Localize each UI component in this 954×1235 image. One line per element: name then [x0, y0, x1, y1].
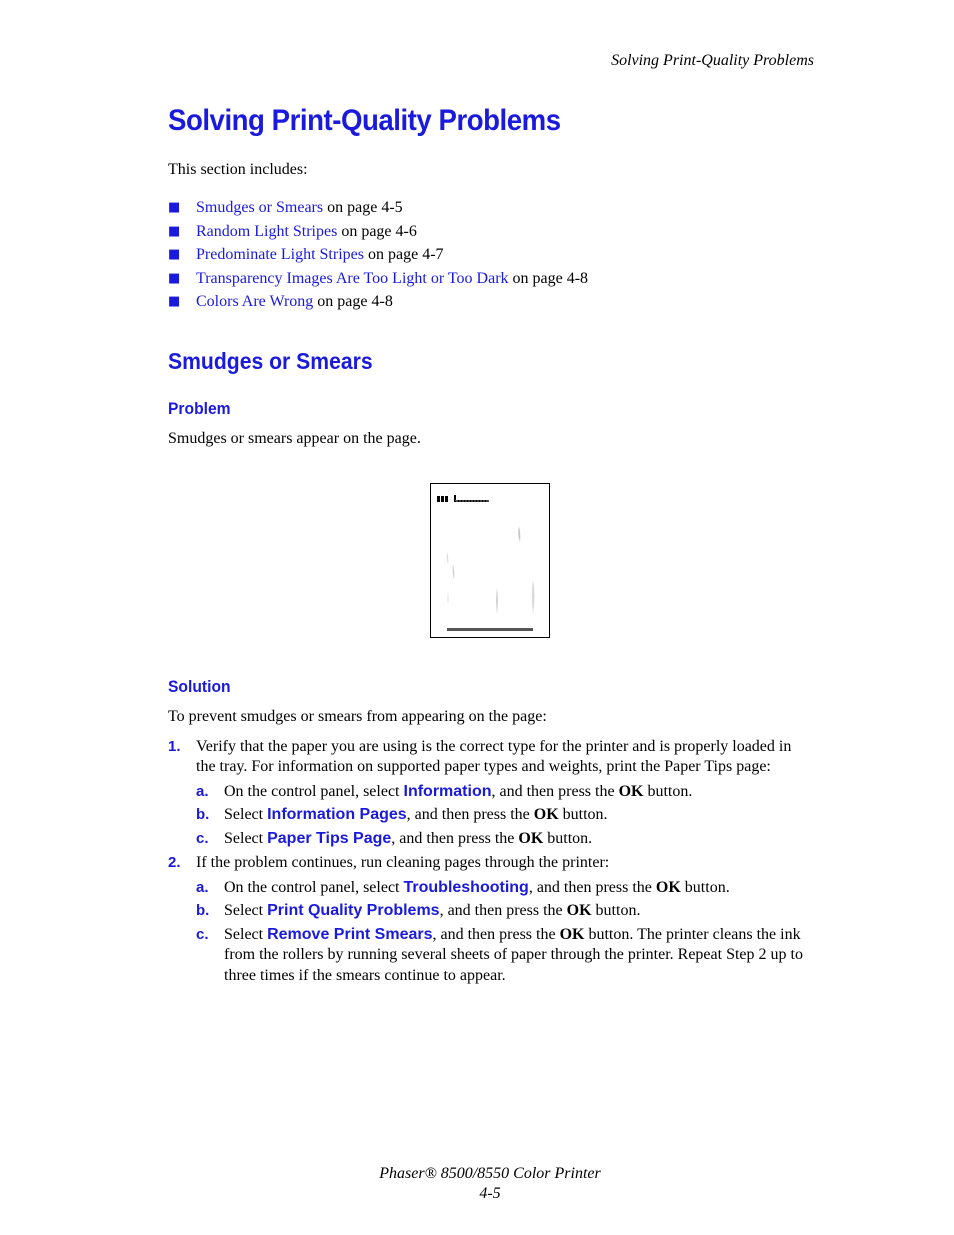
toc-item: [168, 290, 814, 314]
page-footer: [0, 1164, 954, 1204]
substep-item: [196, 782, 814, 803]
substep-text: , and then press the: [528, 878, 656, 896]
substep-item: [196, 878, 814, 899]
toc-page-ref: on page 4-5: [323, 199, 403, 216]
toc-item: [168, 267, 814, 291]
step-text: Verify that the paper you are using is the correct type for the printer and is properly loaded in the tray. For information on supported paper types and weights, print the Paper Tips page:: [196, 737, 792, 775]
toc-page-ref: on page 4-8: [508, 269, 589, 287]
substep-text: Select: [224, 902, 268, 919]
substep-text: On the control panel, select: [224, 782, 404, 800]
substep-text: , and then press the: [439, 902, 567, 919]
substep-text: Select: [224, 925, 268, 943]
menu-item-information-pages: Information Pages: [267, 806, 407, 823]
square-bullet-icon: ■: [168, 247, 181, 262]
toc-link-predominate-stripes[interactable]: Predominate Light Stripes: [196, 246, 364, 263]
problem-heading: Problem: [168, 398, 231, 418]
toc-item: [168, 220, 814, 244]
section-heading-smudges: Smudges or Smears: [168, 347, 373, 374]
step-item: [168, 737, 814, 850]
menu-item-remove-print-smears: Remove Print Smears: [267, 925, 433, 943]
solution-heading: Solution: [168, 676, 231, 696]
page-content: [168, 96, 814, 990]
toc-item: [168, 243, 814, 267]
square-bullet-icon: ■: [168, 200, 181, 215]
solution-steps: [168, 737, 814, 987]
square-bullet-icon: ■: [168, 223, 181, 239]
menu-item-troubleshooting: Troubleshooting: [403, 878, 529, 896]
ok-button-label: OK: [533, 806, 559, 823]
page-title: Solving Print-Quality Problems: [168, 104, 561, 137]
ok-button-label: OK: [566, 902, 592, 919]
ok-button-label: OK: [518, 829, 544, 847]
menu-item-paper-tips-page: Paper Tips Page: [267, 829, 392, 847]
substep-letter: b.: [196, 902, 210, 919]
smudged-page-illustration: [430, 483, 550, 638]
substeps: [196, 878, 814, 987]
substep-letter: c.: [196, 829, 209, 847]
substep-text: button. The printer cleans the ink from the rollers by running several sheets of paper through the printer. Repeat Step 2 up to three times if the smears continue to appear.: [224, 925, 803, 984]
substep-text: , and then press the: [391, 829, 519, 847]
toc-page-ref: on page 4-7: [363, 246, 444, 263]
substep-item: [196, 901, 814, 922]
substep-text: On the control panel, select: [224, 878, 404, 896]
substep-text: Select: [224, 806, 268, 823]
substeps: [196, 782, 814, 850]
square-bullet-icon: ■: [168, 294, 181, 309]
square-bullet-icon: ■: [168, 270, 181, 286]
ok-button-label: OK: [655, 878, 681, 896]
substep-text: button.: [543, 829, 593, 847]
toc-link-smudges[interactable]: Smudges or Smears: [196, 199, 324, 216]
substep-text: button.: [680, 878, 730, 896]
substep-letter: a.: [196, 878, 209, 896]
toc-link-colors-wrong[interactable]: Colors Are Wrong: [196, 293, 314, 310]
step-number: 2.: [168, 854, 181, 871]
substep-letter: b.: [196, 806, 210, 823]
substep-text: , and then press the: [406, 806, 534, 823]
substep-text: button.: [643, 782, 693, 800]
footer-page-number: 4-5: [479, 1185, 501, 1202]
substep-item: [196, 925, 814, 987]
menu-item-information: Information: [403, 782, 492, 800]
toc-page-ref: on page 4-8: [313, 293, 393, 310]
substep-text: button.: [558, 806, 608, 823]
step-number: 1.: [168, 737, 181, 755]
solution-intro: To prevent smudges or smears from appearing on the page:: [168, 707, 547, 725]
substep-letter: a.: [196, 782, 209, 800]
step-text: If the problem continues, run cleaning pages through the printer:: [196, 854, 610, 871]
toc-page-ref: on page 4-6: [337, 222, 417, 240]
menu-item-print-quality-problems: Print Quality Problems: [267, 902, 440, 919]
substep-text: , and then press the: [491, 782, 619, 800]
substep-text: , and then press the: [432, 925, 560, 943]
step-item: [168, 853, 814, 986]
ok-button-label: OK: [559, 925, 585, 943]
substep-text: Select: [224, 829, 268, 847]
running-head: Solving Print-Quality Problems: [611, 52, 814, 69]
toc-item: [168, 196, 814, 220]
toc-link-transparency[interactable]: Transparency Images Are Too Light or Too Dark: [196, 269, 509, 287]
ok-button-label: OK: [618, 782, 644, 800]
problem-text: Smudges or smears appear on the page.: [168, 429, 421, 447]
intro-text: This section includes:: [168, 161, 308, 178]
substep-letter: c.: [196, 925, 209, 943]
section-toc: [168, 196, 814, 314]
substep-item: [196, 805, 814, 826]
smudge-sample-icon: [431, 484, 549, 637]
footer-product-name: Phaser® 8500/8550 Color Printer: [379, 1165, 601, 1182]
substep-item: [196, 829, 814, 850]
toc-link-random-stripes[interactable]: Random Light Stripes: [196, 222, 338, 240]
substep-text: button.: [591, 902, 641, 919]
